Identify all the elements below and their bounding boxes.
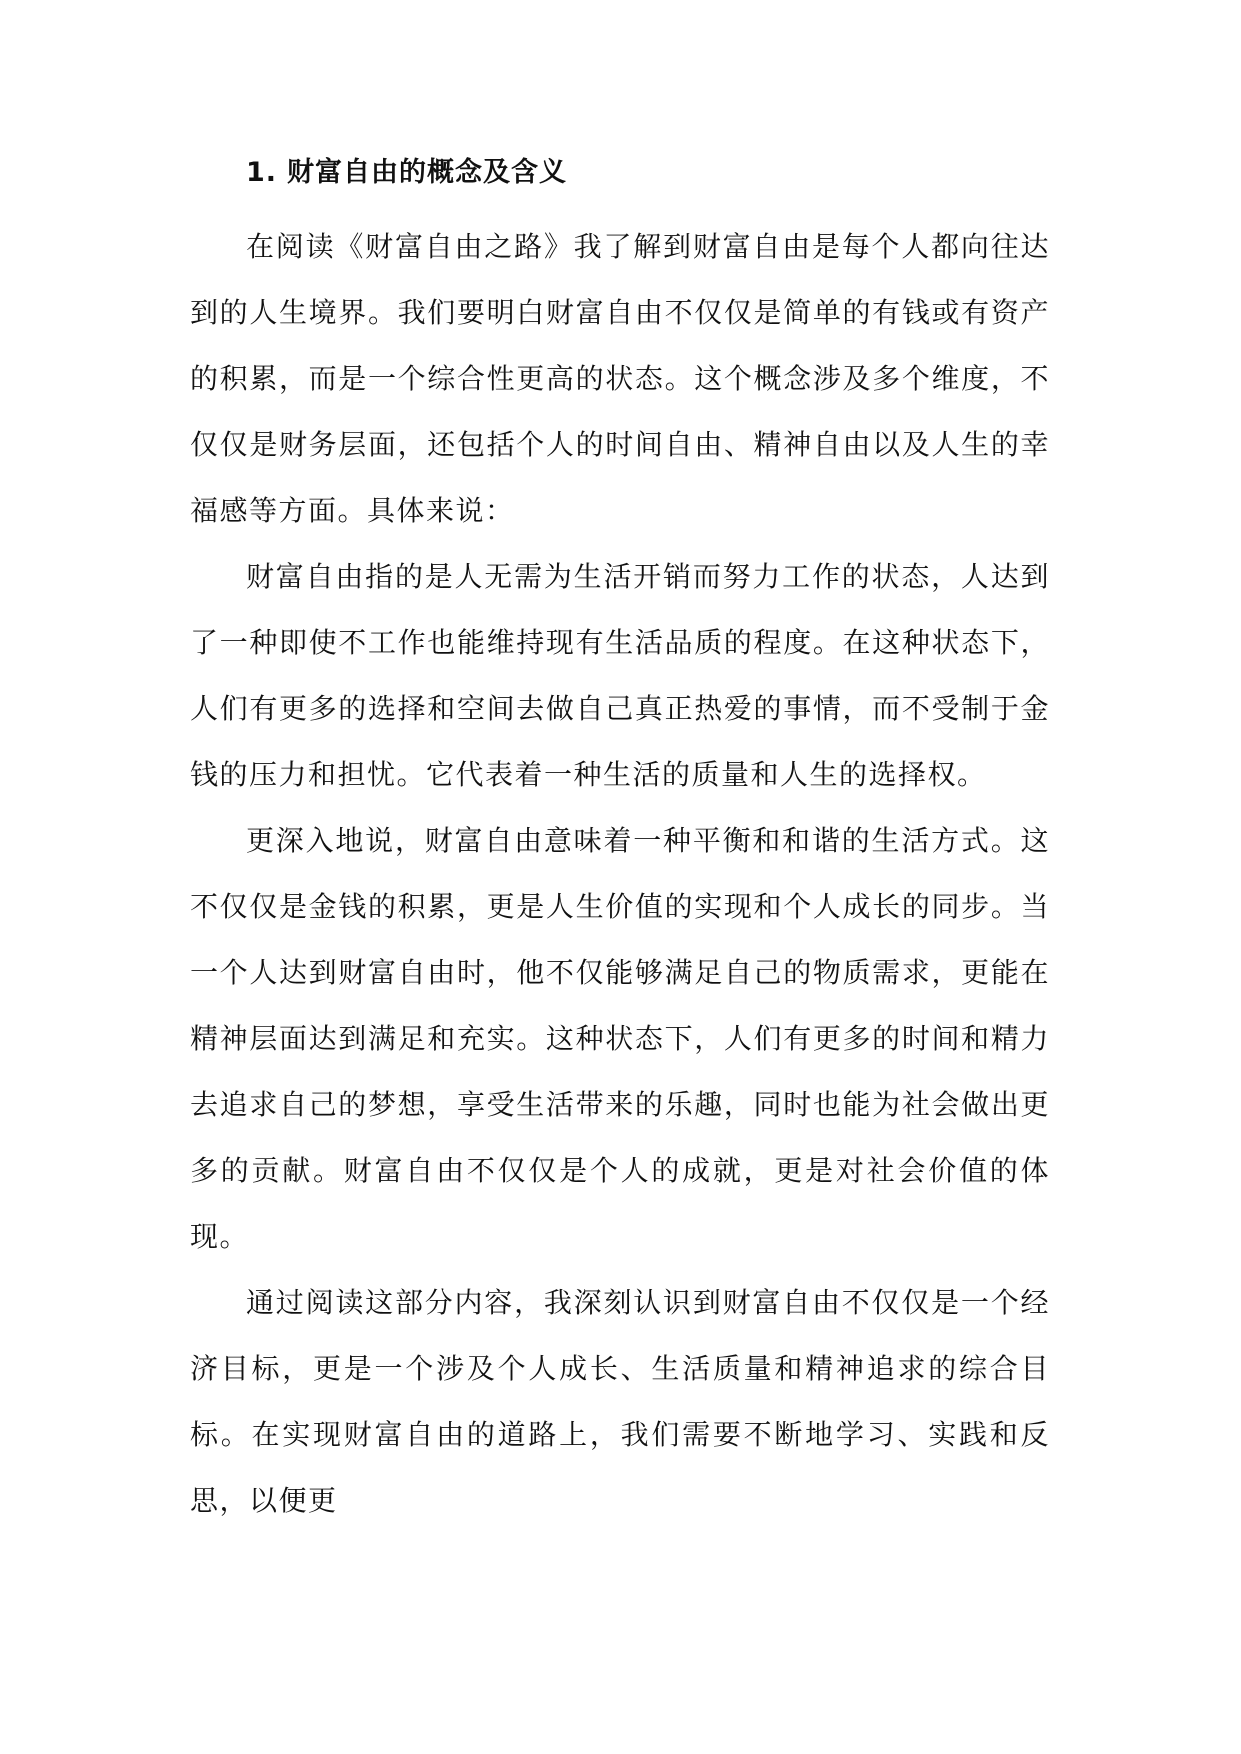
paragraph: 财富自由指的是人无需为生活开销而努力工作的状态，人达到了一种即使不工作也能维持现有生活品质的程度。在这种状态下，人们有更多的选择和空间去做自己真正热爱的事情，而不受制于金钱的压力和担忧。它代表着一种生活的质量和人生的选择权。 (190, 560, 1050, 791)
document-body (190, 145, 1050, 1534)
section-heading (190, 145, 1050, 201)
paragraph: 通过阅读这部分内容，我深刻认识到财富自由不仅仅是一个经济目标，更是一个涉及个人成长、生活质量和精神追求的综合目标。在实现财富自由的道路上，我们需要不断地学习、实践和反思，以便更 (190, 1286, 1050, 1517)
section-number: 1. (246, 157, 278, 188)
paragraph: 更深入地说，财富自由意味着一种平衡和和谐的生活方式。这不仅仅是金钱的积累，更是人生价值的实现和个人成长的同步。当一个人达到财富自由时，他不仅能够满足自己的物质需求，更能在精神层面达到满足和充实。这种状态下，人们有更多的时间和精力去追求自己的梦想，享受生活带来的乐趣，同时也能为社会做出更多的贡献。财富自由不仅仅是个人的成就，更是对社会价值的体现。 (190, 824, 1050, 1253)
paragraph: 在阅读《财富自由之路》我了解到财富自由是每个人都向往达到的人生境界。我们要明白财富自由不仅仅是简单的有钱或有资产的积累，而是一个综合性更高的状态。这个概念涉及多个维度，不仅仅是财务层面，还包括个人的时间自由、精神自由以及人生的幸福感等方面。具体来说： (190, 230, 1050, 527)
section-title: 财富自由的概念及含义 (287, 157, 568, 188)
